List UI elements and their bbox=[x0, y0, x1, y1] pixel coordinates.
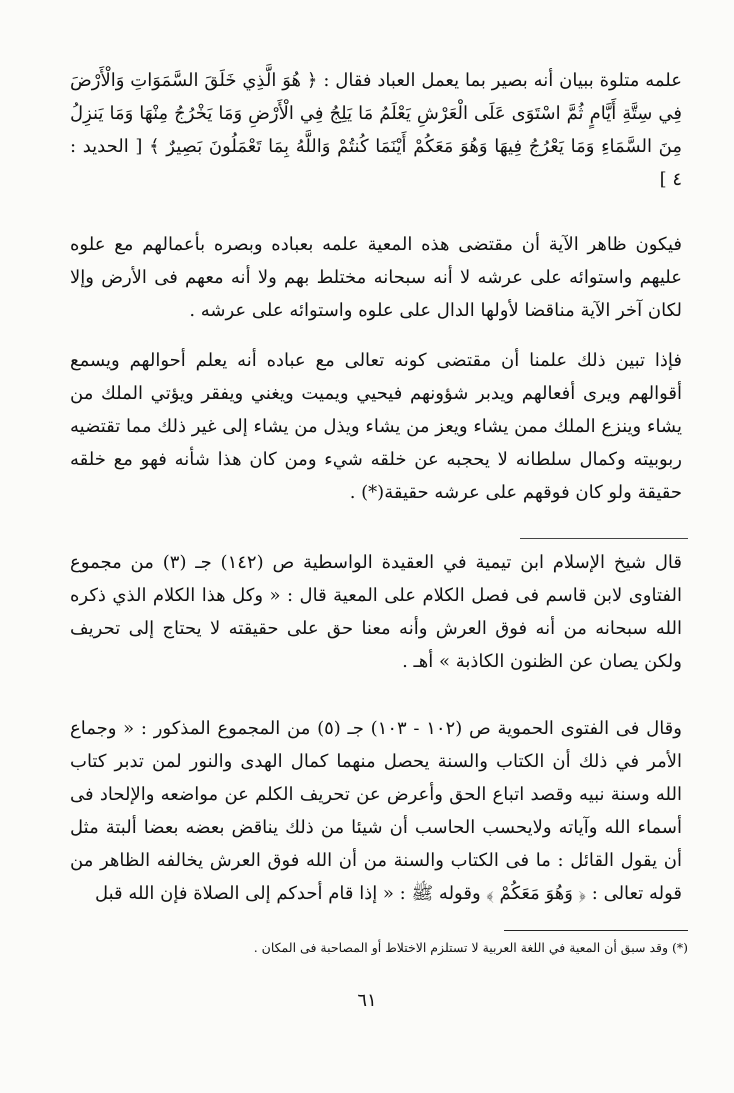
footnote-rule bbox=[504, 930, 688, 931]
paragraph-5: وقال فى الفتوى الحموية ص (١٠٢ - ١٠٣) جـ (٥) من المجموع المذكور : « وجماع الأمر في ذلك أن الكتاب والسنة يحصل منهما كمال الهدى والنور لمن تدبر كتاب الله وسنة نبيه وقصد اتباع الحق وأعرض عن تحريف الكلم عن مواضعه والإلحاد فى أسماء الله وآياته ولايحسب الحاسب أن شيئا من ذلك يناقض بعضه بعضا ألبتة مثل أن يقول القائل : ما فى الكتاب والسنة من أن الله فوق العرش يخالفه الظاهر من قوله تعالى : ﴿ وَهُوَ مَعَكُمْ ﴾ وقوله ﷺ : « إذا قام أحدكم إلى الصلاة فإن الله قبل bbox=[70, 718, 682, 904]
paragraph-3: فإذا تبين ذلك علمنا أن مقتضى كونه تعالى مع عباده أنه يعلم أحوالهم ويسمع أقوالهم ويرى أفعالهم ويدبر شؤونهم فيحيي ويميت ويغني ويفقر ويؤتي الملك من يشاء وينزع الملك ممن يشاء ويعز من يشاء ويذل من يشاء إلى غير ذلك مما تقتضيه ربوبيته وكمال سلطانه لا يحجبه عن خلقه شيء ومن كان هذا شأنه فهو مع خلقه حقيقة ولو كان فوقهم على عرشه حقيقة(*) . bbox=[70, 350, 682, 503]
page-number: ٦١ bbox=[357, 990, 377, 1011]
paragraph-4: قال شيخ الإسلام ابن تيمية في العقيدة الواسطية ص (١٤٢) جـ (٣) من مجموع الفتاوى لابن قاسم فى فصل الكلام على المعية قال : « وكل هذا الكلام الذي ذكره الله سبحانه من أنه فوق العرش وأنه معنا حق على حقيقته لا يحتاج إلى تحريف ولكن يصان عن الظنون الكاذبة » أهـ . bbox=[70, 552, 683, 672]
section-divider bbox=[520, 538, 688, 539]
quran-citation-paragraph bbox=[70, 64, 682, 196]
paragraph-2: فيكون ظاهر الآية أن مقتضى هذه المعية علمه بعباده وبصره بأعمالهم مع علوه عليهم واستوائه على عرشه لا أنه سبحانه مختلط بهم ولا أنه معهم فى الأرض وإلا لكان آخر الآية مناقضا لأولها الدال على علوه واستوائه على عرشه . bbox=[70, 234, 682, 321]
hamawiyyah-quote-paragraph bbox=[70, 712, 682, 910]
ibn-taymiyyah-quote-paragraph bbox=[70, 546, 682, 678]
conclusion-paragraph bbox=[70, 344, 682, 509]
footnote: (*) وقد سبق أن المعية في اللغة العربية لا تستلزم الاختلاط أو المصاحبة فى المكان . bbox=[253, 940, 688, 955]
interpretation-paragraph bbox=[70, 228, 682, 327]
paragraph-1: علمه متلوة ببيان أنه بصير بما يعمل العباد فقال : ﴿ هُوَ الَّذِي خَلَقَ السَّمَوَاتِ وَالْأَرْضَ فِي سِتَّةِ أَيَّامٍ ثُمَّ اسْتَوَى عَلَى الْعَرْشِ يَعْلَمُ مَا يَلِجُ فِي الْأَرْضِ وَمَا يَخْرُجُ مِنْهَا وَمَا يَنزِلُ مِنَ السَّمَاءِ وَمَا يَعْرُجُ فِيهَا وَهُوَ مَعَكُمْ أَيْنَمَا كُنتُمْ وَاللَّهُ بِمَا تَعْمَلُونَ بَصِيرٌ ﴾ [ الحديد : ٤ ] bbox=[70, 70, 682, 190]
